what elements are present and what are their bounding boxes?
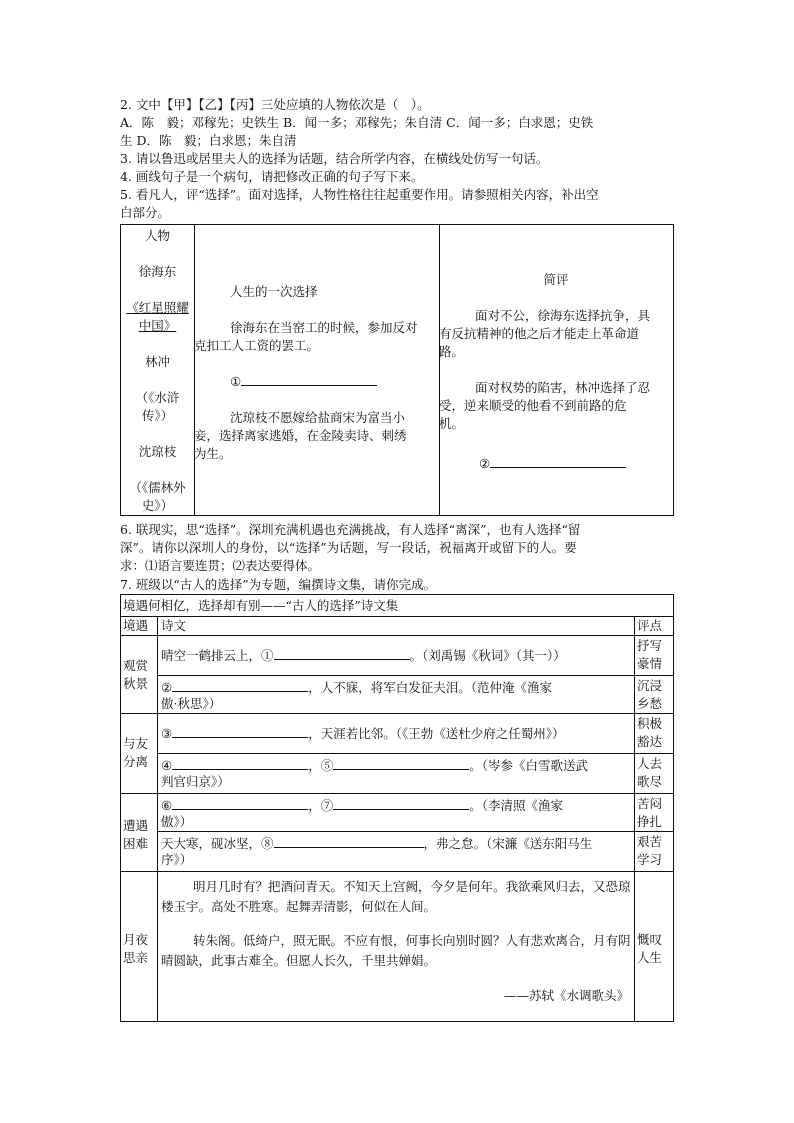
blank-2-label: ②	[479, 456, 491, 471]
comment-column	[439, 225, 673, 515]
comment-4b: 歌尽	[637, 774, 663, 789]
xu-comment-line2: 有反抗精神的他之后才能走上革命道	[439, 326, 640, 341]
row-divider	[157, 753, 673, 754]
question-2-options-line2: 生 D．陈 毅；白求恩；朱自清	[120, 133, 297, 148]
group-hardship-a: 遭遇	[123, 818, 149, 833]
character-column	[121, 225, 195, 515]
row-1-text-b: 。（刘禹锡《秋词》（其一））	[409, 648, 566, 663]
lin-comment-line3: 机。	[439, 416, 465, 431]
question-6-line2: 深”。请你以深圳人的身份，以“选择”为话题，写一段话，祝福离开或留下的人。要	[120, 540, 577, 555]
row-6-line2: 序》）	[161, 852, 193, 867]
question-2-options-line1: A．陈 毅；邓稼先；史铁生 B．闻一多；邓稼先；朱自清 C．闻一多；白求恩；史铁	[120, 115, 594, 130]
blank-row-7[interactable]	[333, 797, 469, 810]
comment-7a: 慨叹	[637, 932, 663, 947]
character-xu-haidong: 徐海东	[138, 264, 177, 279]
character-header: 人物	[144, 228, 170, 243]
row-6-text-b: ，弗之怠。（宋濂《送东阳马生	[423, 836, 593, 851]
row-4-text-c: 。（岑参《白雪歌送武	[469, 758, 588, 773]
blank-row-4[interactable]	[172, 757, 308, 770]
anthology-title: 境遇何相亿，选择却有别——“古人的选择”诗文集	[123, 598, 399, 613]
row-2-text-a: ②	[161, 680, 173, 695]
xu-comment-line3: 路。	[439, 344, 465, 359]
col-divider	[634, 616, 635, 1021]
row-1	[161, 647, 566, 665]
header-poem: 诗文	[161, 618, 187, 633]
group-autumn-a: 观赏	[123, 658, 149, 673]
shen-choice-line2: 妾，选择离家逃婚，在金陵卖诗、刺绣	[194, 428, 407, 443]
source-water-margin-b: 传》）	[141, 408, 174, 423]
character-lin-chong: 林冲	[144, 354, 170, 369]
question-6-line1: 6. 联现实，思“选择”。深圳充满机遇也充满挑战，有人选择“离深”，也有人选择“留	[120, 522, 581, 537]
xu-comment-line1: 面对不公，徐海东选择抗争，具	[475, 308, 651, 323]
group-hardship-b: 困难	[123, 836, 149, 851]
comment-4a: 人去	[637, 756, 663, 771]
blank-row-1[interactable]	[274, 647, 410, 660]
question-4: 4. 画线句子是一个病句，请把修改正确的句子写下来。	[120, 169, 424, 184]
row-divider	[121, 616, 673, 617]
blank-row-3[interactable]	[172, 725, 308, 738]
row-divider	[121, 635, 673, 636]
blank-row-5[interactable]	[333, 757, 469, 770]
row-divider	[157, 831, 673, 832]
poem-stanza-2: 转朱阁。低绮户，照无眠。不应有恨，何事长向别时圆？人有悲欢离合，月有阴晴圆缺，此事古难全。但愿人长久，千里共婵娟。	[161, 933, 631, 968]
group-moonlight-b: 思亲	[123, 950, 149, 965]
group-farewell-a: 与友	[123, 736, 149, 751]
source-scholars-b: 史》）	[141, 498, 174, 513]
group-autumn-b: 秋景	[123, 676, 149, 691]
row-3-text-b: ，天涯若比邻。（《王勃《送杜少府之任蜀州》）	[308, 726, 565, 741]
blank-row-8[interactable]	[274, 835, 424, 848]
row-1-text-a: 晴空一鹤排云上，①	[161, 648, 274, 663]
source-red-star-b: 中国》	[138, 318, 177, 333]
character-choice-table	[120, 224, 674, 516]
comment-3a: 积极	[637, 716, 663, 731]
row-divider	[121, 871, 673, 872]
blank-1-label: ①	[230, 374, 242, 389]
character-shen-qiongzhi: 沈琼枝	[138, 444, 177, 459]
comment-6a: 艰苦	[637, 834, 663, 849]
question-2: 2. 文中【甲】【乙】【丙】三处应填的人物依次是（ ）。	[120, 97, 430, 112]
row-4-text-a: ④	[161, 758, 173, 773]
group-farewell-b: 分离	[123, 754, 149, 769]
life-choice-title: 人生的一次选择	[230, 284, 318, 299]
row-5-text-c: 。（李清照《渔家	[469, 798, 563, 813]
poetry-anthology-table	[120, 594, 674, 1022]
row-divider	[121, 793, 673, 794]
row-divider	[157, 675, 673, 676]
source-water-margin-a: （《水浒	[135, 390, 180, 405]
question-6-line3: 求：⑴语言要连贯；⑵表达要得体。	[120, 558, 321, 573]
poem-author: ——苏轼《水调歌头》	[503, 988, 629, 1003]
comment-1b: 豪情	[637, 656, 663, 671]
xu-choice-line1: 徐海东在当窑工的时候，参加反对	[230, 320, 418, 335]
question-7: 7. 班级以“古人的选择”为专题，编撰诗文集，请你完成。	[120, 577, 437, 592]
blank-row-6[interactable]	[172, 797, 308, 810]
shen-choice-line3: 为生。	[194, 446, 232, 461]
row-2-line2: 傲·秋思》）	[161, 696, 222, 711]
row-3	[161, 725, 564, 743]
row-divider	[121, 713, 673, 714]
row-4-text-b: ，⑤	[308, 758, 334, 773]
row-5-text-b: ，⑦	[308, 798, 334, 813]
row-5	[161, 797, 563, 815]
comment-3b: 豁达	[637, 734, 663, 749]
blank-1-line[interactable]	[241, 373, 377, 386]
question-3: 3. 请以鲁迅或居里夫人的选择为话题，结合所学内容，在横线处仿写一句话。	[120, 151, 549, 166]
shen-choice-line1: 沈琼枝不愿嫁给盐商宋为富当小	[230, 410, 406, 425]
lin-comment-line1: 面对权势的陷害，林冲选择了忍	[475, 380, 651, 395]
row-5-line2: 傲》）	[161, 814, 193, 829]
comment-7b: 人生	[637, 950, 663, 965]
xu-choice-line2: 克扣工人工资的罢工。	[194, 338, 320, 353]
row-6-text-a: 天大寒，砚冰坚，⑧	[161, 836, 274, 851]
row-3-text-a: ③	[161, 726, 173, 741]
blank-1[interactable]	[230, 373, 377, 391]
comment-2b: 乡愁	[637, 696, 663, 711]
comment-5a: 苦闷	[637, 796, 663, 811]
row-5-text-a: ⑥	[161, 798, 173, 813]
blank-2-line[interactable]	[490, 455, 626, 468]
header-situation: 境遇	[123, 618, 149, 633]
comment-5b: 挣扎	[637, 814, 663, 829]
row-2-text-b: ，人不寐，将军白发征夫泪。（范仲淹《渔家	[308, 680, 552, 695]
comment-title: 简评	[543, 272, 569, 287]
comment-6b: 学习	[637, 852, 663, 867]
question-5-line2: 白部分。	[120, 205, 171, 220]
lin-comment-line2: 受，逆来顺受的他看不到前路的危	[439, 398, 627, 413]
row-4-line2: 判官归京》）	[161, 774, 230, 789]
blank-2[interactable]	[479, 455, 626, 473]
source-red-star-a: 《红星照耀	[126, 300, 189, 315]
col-divider	[157, 616, 158, 1021]
comment-2a: 沉浸	[637, 678, 663, 693]
poem-stanza-1: 明月几时有？把酒问青天。不知天上宫阙，今夕是何年。我欲乘风归去，又恐琼楼玉宇。高处不胜寒。起舞弄清影，何似在人间。	[161, 879, 631, 914]
source-scholars-a: （《儒林外	[129, 480, 186, 495]
question-5-line1: 5. 看凡人，评“选择”。面对选择，人物性格往往起重要作用。请参照相关内容，补出空	[120, 187, 599, 202]
row-6	[161, 835, 592, 853]
blank-row-2[interactable]	[172, 679, 308, 692]
group-moonlight-a: 月夜	[123, 932, 149, 947]
comment-1a: 抒写	[637, 638, 663, 653]
header-comment: 评点	[637, 618, 663, 633]
life-choice-column	[194, 225, 440, 515]
